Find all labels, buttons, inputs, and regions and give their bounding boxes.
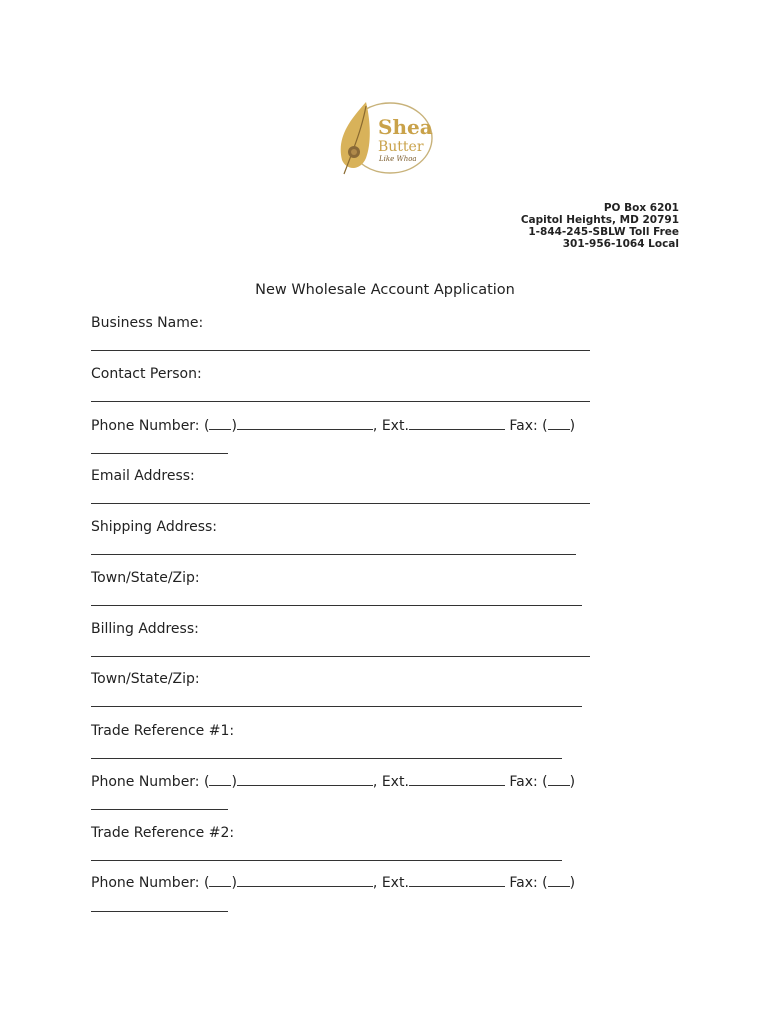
fax-label: Fax: ( bbox=[504, 774, 548, 790]
phone-row-reference-1 bbox=[91, 774, 575, 790]
ext-blank[interactable] bbox=[409, 418, 505, 430]
billing-address-label: Billing Address: bbox=[91, 621, 199, 637]
shipping-address-line[interactable] bbox=[91, 554, 576, 555]
billing-address-line[interactable] bbox=[91, 656, 590, 657]
address-local-phone: 301-956-1064 Local bbox=[562, 238, 679, 250]
shipping-address-label: Shipping Address: bbox=[91, 519, 217, 535]
contact-person-line[interactable] bbox=[91, 401, 590, 402]
phone-area-code-blank[interactable] bbox=[209, 774, 231, 786]
fax-number-line[interactable] bbox=[91, 809, 228, 810]
fax-number-line[interactable] bbox=[91, 911, 228, 912]
logo-tagline: Like Whoa bbox=[379, 155, 417, 163]
phone-row-contact bbox=[91, 418, 575, 434]
shipping-town-state-zip-line[interactable] bbox=[91, 605, 582, 606]
form-title: New Wholesale Account Application bbox=[255, 282, 515, 298]
address-toll-free: 1-844-245-SBLW Toll Free bbox=[528, 226, 679, 238]
phone-area-code-blank[interactable] bbox=[209, 418, 231, 430]
phone-number-blank[interactable] bbox=[237, 774, 373, 786]
address-city-state: Capitol Heights, MD 20791 bbox=[520, 214, 679, 226]
billing-town-state-zip-line[interactable] bbox=[91, 706, 582, 707]
fax-label: Fax: ( bbox=[504, 418, 548, 434]
ext-blank[interactable] bbox=[409, 774, 505, 786]
ext-label: , Ext. bbox=[372, 875, 409, 891]
phone-number-blank[interactable] bbox=[237, 418, 373, 430]
fax-label: Fax: ( bbox=[504, 875, 548, 891]
company-address bbox=[521, 202, 679, 250]
fax-area-code-blank[interactable] bbox=[548, 418, 570, 430]
phone-label: Phone Number: ( bbox=[91, 875, 210, 891]
contact-person-label: Contact Person: bbox=[91, 366, 202, 382]
phone-label: Phone Number: ( bbox=[91, 418, 210, 434]
business-name-label: Business Name: bbox=[91, 315, 204, 331]
phone-label: Phone Number: ( bbox=[91, 774, 210, 790]
phone-close-paren: ) bbox=[231, 875, 237, 891]
phone-close-paren: ) bbox=[231, 774, 237, 790]
business-name-line[interactable] bbox=[91, 350, 590, 351]
fax-area-code-blank[interactable] bbox=[548, 875, 570, 887]
fax-close-paren: ) bbox=[569, 875, 576, 891]
email-address-label: Email Address: bbox=[91, 468, 195, 484]
phone-number-blank[interactable] bbox=[237, 875, 373, 887]
address-po-box: PO Box 6201 bbox=[603, 202, 679, 214]
billing-town-state-zip-label: Town/State/Zip: bbox=[91, 671, 200, 687]
fax-close-paren: ) bbox=[569, 418, 576, 434]
fax-area-code-blank[interactable] bbox=[548, 774, 570, 786]
ext-label: , Ext. bbox=[372, 418, 409, 434]
phone-close-paren: ) bbox=[231, 418, 237, 434]
logo-word-shea: Shea bbox=[378, 115, 433, 139]
trade-reference-2-line[interactable] bbox=[91, 860, 562, 861]
trade-reference-1-label: Trade Reference #1: bbox=[91, 723, 235, 739]
fax-close-paren: ) bbox=[569, 774, 576, 790]
shipping-town-state-zip-label: Town/State/Zip: bbox=[91, 570, 200, 586]
phone-area-code-blank[interactable] bbox=[209, 875, 231, 887]
company-logo bbox=[332, 98, 438, 180]
ext-label: , Ext. bbox=[372, 774, 409, 790]
fax-number-line[interactable] bbox=[91, 453, 228, 454]
trade-reference-1-line[interactable] bbox=[91, 758, 562, 759]
trade-reference-2-label: Trade Reference #2: bbox=[91, 825, 235, 841]
email-address-line[interactable] bbox=[91, 503, 590, 504]
ext-blank[interactable] bbox=[409, 875, 505, 887]
phone-row-reference-2 bbox=[91, 875, 575, 891]
logo-word-butter: Butter bbox=[378, 139, 424, 155]
